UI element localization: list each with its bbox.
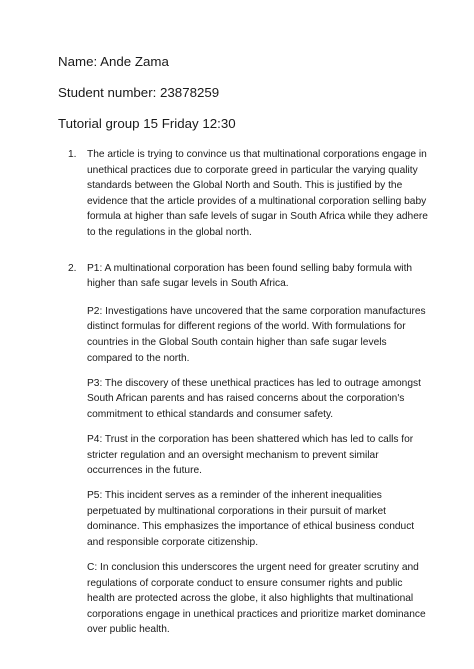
list-item bbox=[68, 261, 428, 638]
paragraph: The article is trying to convince us that multinational corporations engage in unethical practices due to corporate greed in particular the varying quality standards between the Global North and South. This is justified by the evidence that the article provides of a multinational corporation selling baby formula at higher than safe levels of sugar in South Africa while they adhere to the regulations in the global north. bbox=[87, 149, 428, 238]
conclusion: C: In conclusion this underscores the urgent need for greater scrutiny and regulations of corporate conduct to ensure consumer rights and public health are protected across the globe, it also highlights that multinational corporations engage in unethical practices and prioritize market dominance over public health. bbox=[87, 562, 426, 636]
premise-1: P1: A multinational corporation has been found selling baby formula with higher than safe sugar levels in South Africa. bbox=[87, 262, 413, 290]
list-item-number: 1. bbox=[68, 149, 77, 160]
premise-3: P3: The discovery of these unethical practices has led to outrage amongst South African parents and has raised concerns about the corporation's commitment to ethical standards and consumer safety. bbox=[87, 377, 421, 420]
list-item-number: 2. bbox=[68, 262, 77, 274]
premise-4: P4: Trust in the corporation has been shattered which has led to calls for stricter regulation and an oversight mechanism to prevent similar occurrences in the future. bbox=[87, 433, 414, 477]
student-name: Name: Ande Zama bbox=[58, 54, 169, 69]
numbered-list bbox=[68, 147, 428, 638]
premise-2: P2: Investigations have uncovered that the same corporation manufactures distinct formulas for different regions of the world. With formulations for countries in the Global South contain higher than safe sugar levels compared to the north. bbox=[87, 305, 426, 364]
premise-5: P5: This incident serves as a reminder of the inherent inequalities perpetuated by multinational corporations in their pursuit of market dominance. This emphasizes the importance of ethical business conduct and responsible corporate citizenship. bbox=[87, 490, 415, 548]
student-number: Student number: 23878259 bbox=[58, 85, 220, 100]
tutorial-group: Tutorial group 15 Friday 12:30 bbox=[58, 116, 236, 131]
list-item bbox=[68, 147, 428, 241]
document-header bbox=[58, 53, 438, 146]
